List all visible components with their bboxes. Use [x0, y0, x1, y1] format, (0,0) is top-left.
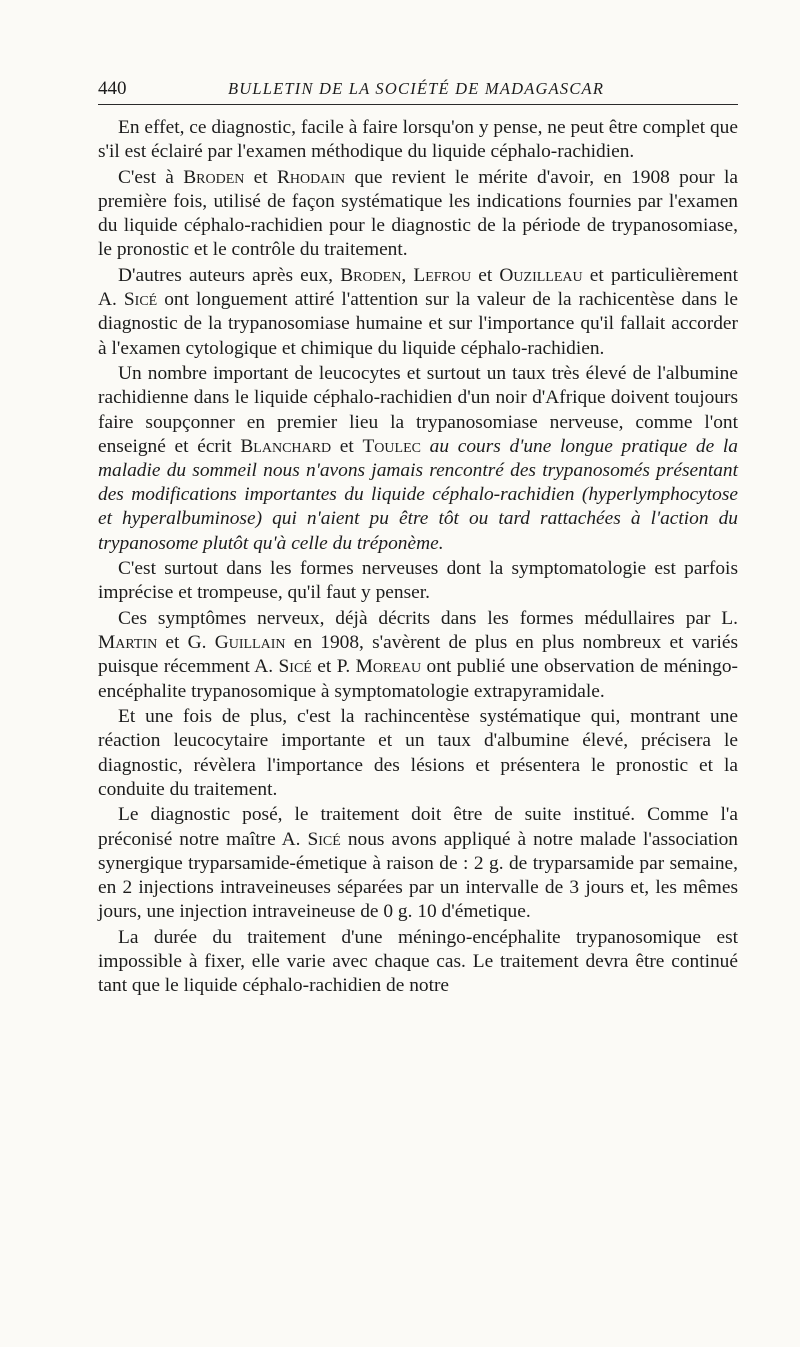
page-header — [98, 78, 738, 105]
paragraph-1: En effet, ce diagnostic, facile à faire lorsqu'on y pense, ne peut être complet que s'il est éclairé par l'examen méthodique du liquide céphalo-rachidien. — [98, 117, 738, 163]
paragraph-6: Ces symptômes nerveux, déjà décrits dans les formes médullaires par L. Martin et G. Guillain en 1908, s'avèrent de plus en plus nombreux et variés puisque récemment A. Sicé et P. Moreau ont publié une observation de méningo-encéphalite trypanosomique à symptomatologie extrapyramidale. — [98, 608, 739, 702]
author-name: Broden — [183, 166, 245, 188]
quotation-parenthetical: (hyperlymphocytose et hyperalbuminose) — [98, 484, 738, 530]
paragraph-9: La durée du traitement d'une méningo-encéphalite trypanosomique est impossible à fixer, elle varie avec chaque cas. Le traitement devra être continué tant que le liquide céphalo-rachidien de notre — [98, 926, 738, 997]
author-name: Lefrou — [413, 265, 472, 286]
paragraph-7: Et une fois de plus, c'est la rachincentèse systématique qui, montrant une réaction leucocytaire importante et un taux d'albumine élevé, précisera le diagnostic, révèlera l'importance des lésions et présentera le pronostic et la conduite du traitement. — [98, 706, 738, 800]
quotation: au cours d'une longue pratique de la maladie du sommeil nous n'avons jamais rencontré des trypanosomés présentant des modifications importantes du liquide céphalo-rachidien — [98, 435, 738, 506]
page-number: 440 — [98, 78, 127, 99]
author-name: Toulec — [362, 435, 421, 457]
author-name: Ouzilleau — [499, 265, 583, 286]
author-name: Moreau — [355, 656, 422, 678]
author-name: Blanchard — [240, 435, 332, 457]
paragraph-5: C'est surtout dans les formes nerveuses dont la symptomatologie est parfois imprécise et trompeuse, qu'il faut y penser. — [98, 558, 738, 604]
paragraph-3: D'autres auteurs après eux, Broden, Lefrou et Ouzilleau et particulièrement A. Sicé ont longuement attiré l'attention sur la valeur de la rachicentèse dans le diagnostic de la trypanosomiase humaine et sur l'importance qu'il fallait accorder à l'examen cytologique et chimique du liquide céphalo-rachidien. — [98, 265, 739, 359]
author-name: Sicé — [307, 828, 341, 850]
author-name: Guillain — [214, 632, 286, 654]
author-name: Sicé — [278, 656, 312, 678]
paragraph-2: C'est à Broden et Rhodain que revient le mérite d'avoir, en 1908 pour la première fois, utilisé de façon systématique les indications fournies par l'examen du liquide céphalo-rachidien pour le diagnostic de la période de trypanosomiase, le pronostic et le contrôle du traitement. — [98, 166, 738, 261]
paragraph-4: Un nombre important de leucocytes et surtout un taux très élevé de l'albumine rachidienne dans le liquide céphalo-rachidien d'un noir d'Afrique doivent toujours faire soupçonner en premier lieu la trypanosomiase nerveuse, comme l'ont enseigné et écrit Blanchard et Toulec au cours d'une longue pratique de la maladie du sommeil nous n'avons jamais rencontré des trypanosomés présentant des modifications importantes du liquide céphalo-rachidien (hyperlymphocytose et hyperalbuminose) qui n'aient pu être tôt ou tard rattachées à l'action du trypanosome plutôt qu'à celle du tréponème. — [98, 363, 738, 554]
running-title: BULLETIN DE LA SOCIÉTÉ DE MADAGASCAR — [228, 79, 605, 98]
author-name: Sicé — [123, 289, 158, 311]
author-name: Rhodain — [276, 166, 346, 188]
author-name: Martin — [98, 632, 158, 654]
quotation: qui n'aient pu être tôt ou tard rattachées à l'action du trypanosome plutôt qu'à celle du tréponème. — [98, 508, 738, 554]
body-text — [98, 116, 738, 1000]
author-name: Broden — [340, 265, 402, 286]
paragraph-8: Le diagnostic posé, le traitement doit être de suite institué. Comme l'a préconisé notre maître A. Sicé nous avons appliqué à notre malade l'association synergique tryparsamide-émetique à raison de : 2 g. de tryparsamide par semaine, en 2 injections intraveineuses séparées par un intervalle de 3 jours et, les mêmes jours, une injection intraveineuse de 0 g. 10 d'émetique. — [98, 804, 738, 923]
